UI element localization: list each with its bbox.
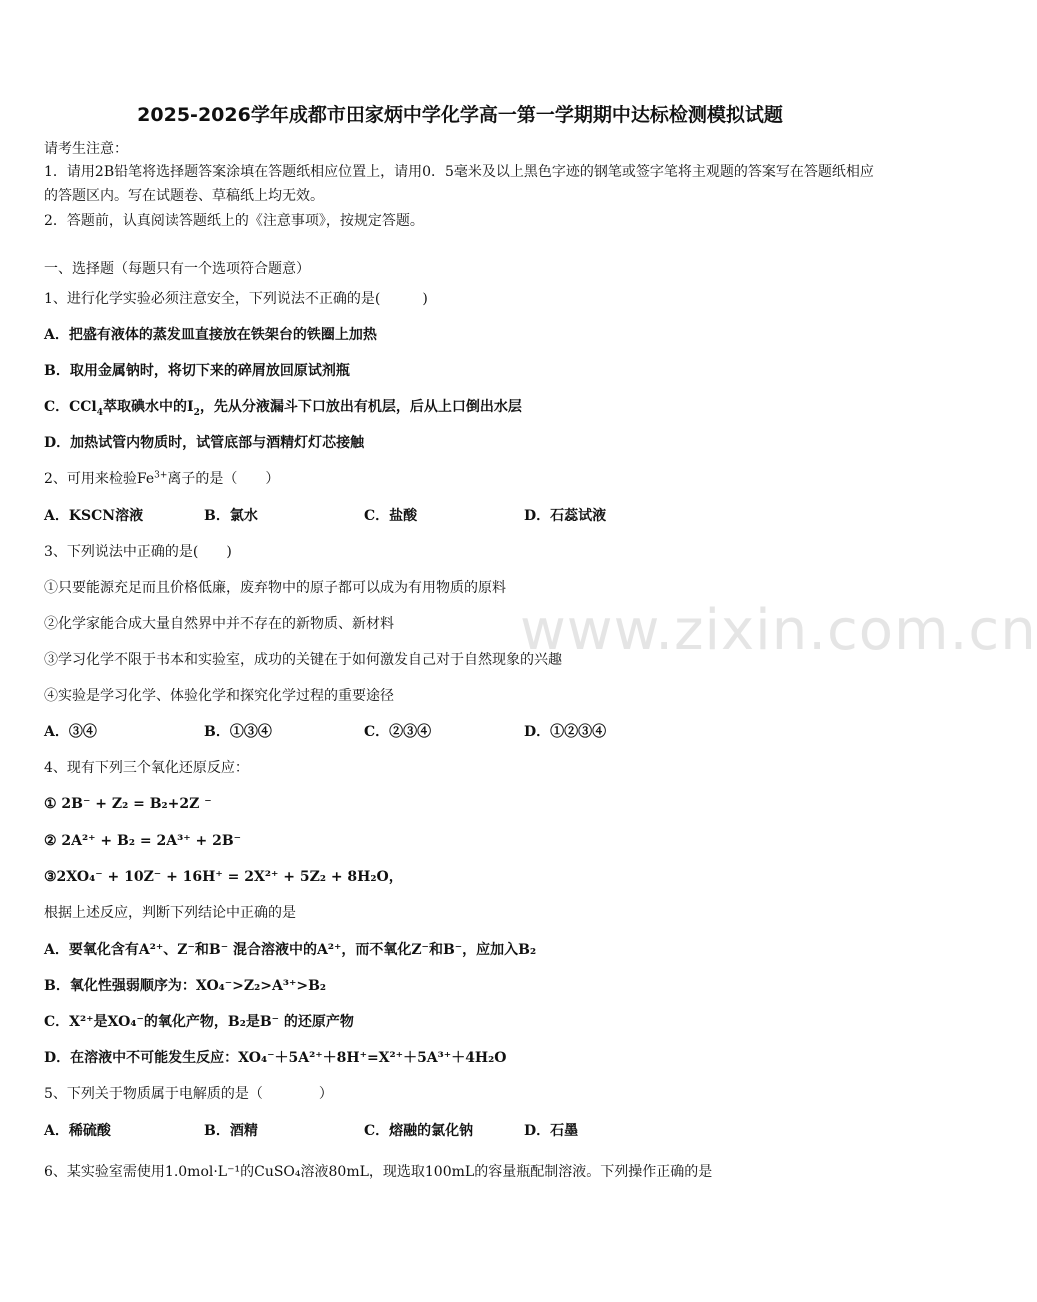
question-3-option-d: D．①②③④ bbox=[524, 724, 607, 740]
question-3-option-c: C．②③④ bbox=[364, 724, 432, 740]
question-3-option-b: B．①③④ bbox=[204, 724, 272, 740]
question-6-stem: 6、某实验室需使用1.0mol·L⁻¹的CuSO₄溶液80mL，现选取100mL的容量瓶配制溶液。下列操作正确的是 bbox=[44, 1164, 713, 1180]
notice-item-1: 1．请用2B铅笔将选择题答案涂填在答题纸相应位置上，请用0．5毫米及以上黑色字迹的钢笔或签字笔将主观题的答案写在答题纸相应的答题区内。写在试题卷、草稿纸上均无效。 bbox=[44, 164, 874, 204]
notice-item-2: 2．答题前，认真阅读答题纸上的《注意事项》，按规定答题。 bbox=[44, 213, 424, 229]
question-4-stem: 4、现有下列三个氧化还原反应： bbox=[44, 760, 249, 776]
question-1-option-c: C．CCl$_4$萃取碘水中的$I_2$，先从分液漏斗下口放出有机层，后从上口倒出水层 bbox=[44, 399, 522, 418]
question-2-stem: 2、可用来检验$Fe^{3+}$离子的是（ ） bbox=[44, 470, 280, 487]
watermark: www.zixin.com.cn bbox=[520, 598, 1037, 663]
question-3-statement-4: ④实验是学习化学、体验化学和探究化学过程的重要途径 bbox=[44, 688, 394, 704]
question-3-statement-1: ①只要能源充足而且价格低廉，废弃物中的原子都可以成为有用物质的原料 bbox=[44, 580, 506, 596]
question-4-option-d: D．在溶液中不可能发生反应：XO₄⁻＋5A²⁺＋8H⁺=X²⁺＋5A³⁺＋4H₂O bbox=[44, 1050, 507, 1066]
question-2-option-c: C．盐酸 bbox=[364, 508, 418, 524]
question-2-option-a: A．KSCN溶液 bbox=[44, 508, 144, 524]
question-4-reaction-2: ② 2A²⁺ + B₂ = 2A³⁺ + 2B⁻ bbox=[44, 833, 242, 849]
question-5-stem: 5、下列关于物质属于电解质的是（ ） bbox=[44, 1086, 333, 1102]
question-4-option-c: C．X²⁺是XO₄⁻的氧化产物，B₂是B⁻ 的还原产物 bbox=[44, 1014, 354, 1030]
question-1-option-b: B．取用金属钠时，将切下来的碎屑放回原试剂瓶 bbox=[44, 363, 350, 379]
question-5-option-d: D．石墨 bbox=[524, 1123, 579, 1139]
section-heading: 一、选择题（每题只有一个选项符合题意） bbox=[44, 261, 310, 277]
question-3-stem: 3、下列说法中正确的是( ) bbox=[44, 544, 232, 560]
question-3-statement-2: ②化学家能合成大量自然界中并不存在的新物质、新材料 bbox=[44, 616, 394, 632]
question-4-reaction-3: ③2XO₄⁻ + 10Z⁻ + 16H⁺ = 2X²⁺ + 5Z₂ + 8H₂O， bbox=[44, 869, 403, 885]
question-4-option-a: A．要氧化含有A²⁺、Z⁻和B⁻ 混合溶液中的A²⁺，而不氧化Z⁻和B⁻，应加入B₂ bbox=[44, 942, 537, 958]
question-5-option-c: C．熔融的氯化钠 bbox=[364, 1123, 474, 1139]
question-2-option-d: D．石蕊试液 bbox=[524, 508, 607, 524]
question-4-option-b: B．氧化性强弱顺序为：XO₄⁻>Z₂>A³⁺>B₂ bbox=[44, 978, 327, 994]
question-1-option-d: D．加热试管内物质时，试管底部与酒精灯灯芯接触 bbox=[44, 435, 365, 451]
question-2-option-b: B．氯水 bbox=[204, 508, 258, 524]
question-3-statement-3: ③学习化学不限于书本和实验室，成功的关键在于如何激发自己对于自然现象的兴趣 bbox=[44, 652, 562, 668]
question-3-option-a: A．③④ bbox=[44, 724, 97, 740]
question-1-option-a: A．把盛有液体的蒸发皿直接放在铁架台的铁圈上加热 bbox=[44, 327, 377, 343]
question-4-ask: 根据上述反应，判断下列结论中正确的是 bbox=[44, 905, 296, 921]
question-5-option-b: B．酒精 bbox=[204, 1123, 258, 1139]
notice-heading: 请考生注意： bbox=[44, 141, 128, 157]
question-5-option-a: A．稀硫酸 bbox=[44, 1123, 111, 1139]
question-4-reaction-1: ① 2B⁻ + Z₂ = B₂+2Z ⁻ bbox=[44, 796, 212, 812]
page-title: 2025-2026学年成都市田家炳中学化学高一第一学期期中达标检测模拟试题 bbox=[137, 104, 783, 126]
question-1-stem: 1、进行化学实验必须注意安全，下列说法不正确的是( ) bbox=[44, 291, 428, 307]
